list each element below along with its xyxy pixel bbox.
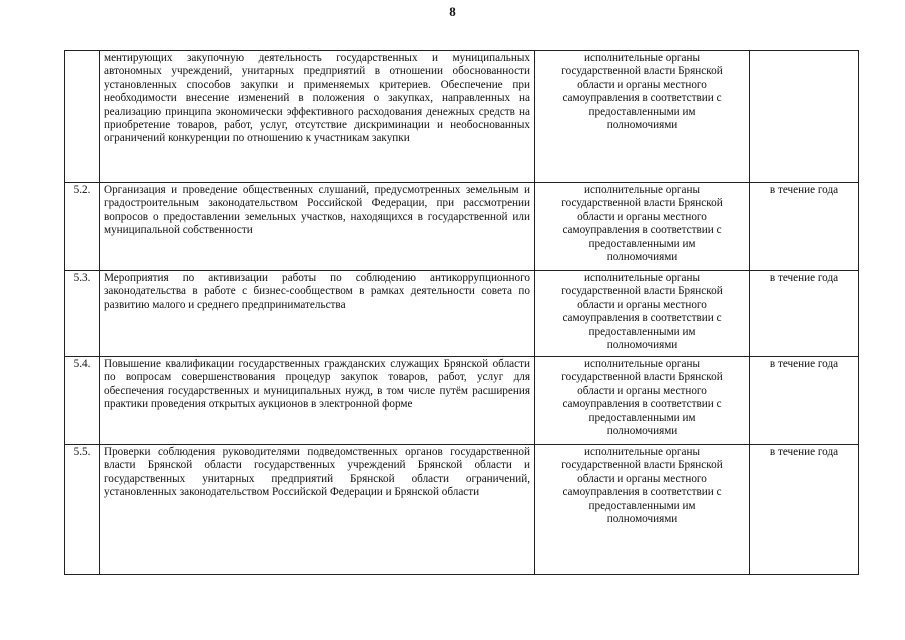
executor-line: области и органы местного (577, 298, 707, 311)
deadline-cell: в течение года (750, 445, 859, 575)
executor-line: предоставленными им (588, 499, 696, 512)
measure-description: Организация и проведение общественных слушаний, предусмотренных земельным и градостроительным законодательством Российской Федерации, при рассмотрении вопросов о предоставлении земельных участков, находящихся в государственной или муниципальной собственности (100, 183, 535, 271)
executor-line: предоставленными им (588, 105, 696, 118)
row-number: 5.5. (65, 445, 100, 575)
executor-line: предоставленными им (588, 237, 696, 250)
executor-line: области и органы местного (577, 472, 707, 485)
executor-line: предоставленными им (588, 325, 696, 338)
deadline-cell (750, 51, 859, 183)
executor-line: самоуправления в соответствии с (562, 224, 722, 237)
executor-line: полномочиями (606, 425, 678, 438)
executor-line: полномочиями (606, 513, 678, 526)
row-number: 5.3. (65, 271, 100, 357)
executor-line: государственной власти Брянской (561, 459, 723, 472)
table-row (65, 357, 859, 445)
executor-line: области и органы местного (577, 78, 707, 91)
measure-description: Повышение квалификации государственных гражданских служащих Брянской области по вопросам совершенствования процедур закупок товаров, работ, услуг для обеспечения государственных и муниципальных нужд, в том числе путём расширения практики проведения открытых аукционов в электронной форме (100, 357, 535, 445)
executor-line: самоуправления в соответствии с (562, 398, 722, 411)
table-row (65, 183, 859, 271)
executor-line: исполнительные органы (584, 52, 700, 64)
executor-line: исполнительные органы (584, 184, 700, 196)
page-number: 8 (449, 4, 456, 19)
table-row (65, 51, 859, 183)
measure-description: Проверки соблюдения руководителями подведомственных органов государственной власти Брянской области государственных учреждений Брянской области и государственных унитарных предприятий Брянской области ограничений, установленных законодательством Российской Федерации и Брянской области (100, 445, 535, 575)
table-row (65, 445, 859, 575)
row-number (65, 51, 100, 183)
measure-description: ментирующих закупочную деятельность государственных и муниципальных автономных учреждений, унитарных предприятий в отношении обоснованности установленных способов закупки и применяемых критериев. Обеспечение при необходимости внесение изменений в положения о закупках, направленных на реализацию принципа экономически эффективного расходования денежных средств на приобретение товаров, работ, услуг, отсутствие дискриминации и необоснованных ограничений конкуренции по отношению к участникам закупки (100, 51, 535, 183)
measure-description: Мероприятия по активизации работы по соблюдению антикоррупционного законодательства в работе с бизнес-сообществом в рамках деятельности совета по развитию малого и среднего предпринимательства (100, 271, 535, 357)
executors-cell (535, 357, 750, 445)
executor-line: полномочиями (606, 119, 678, 132)
table-row (65, 271, 859, 357)
executor-line: самоуправления в соответствии с (562, 312, 722, 325)
executor-line: государственной власти Брянской (561, 371, 723, 384)
executor-line: полномочиями (606, 339, 678, 352)
executor-line: предоставленными им (588, 411, 696, 424)
row-number: 5.4. (65, 357, 100, 445)
row-number: 5.2. (65, 183, 100, 271)
executors-cell (535, 51, 750, 183)
executor-line: области и органы местного (577, 384, 707, 397)
deadline-cell: в течение года (750, 183, 859, 271)
executor-line: самоуправления в соответствии с (562, 92, 722, 105)
deadline-cell: в течение года (750, 357, 859, 445)
executor-line: полномочиями (606, 251, 678, 264)
executor-line: исполнительные органы (584, 446, 700, 458)
deadline-cell: в течение года (750, 271, 859, 357)
executor-line: исполнительные органы (584, 272, 700, 284)
executors-cell (535, 271, 750, 357)
executor-line: области и органы местного (577, 210, 707, 223)
executors-cell (535, 445, 750, 575)
executor-line: самоуправления в соответствии с (562, 486, 722, 499)
executor-line: государственной власти Брянской (561, 285, 723, 298)
executors-cell (535, 183, 750, 271)
executor-line: исполнительные органы (584, 358, 700, 370)
executor-line: государственной власти Брянской (561, 65, 723, 78)
measures-table (64, 50, 859, 575)
executor-line: государственной власти Брянской (561, 197, 723, 210)
